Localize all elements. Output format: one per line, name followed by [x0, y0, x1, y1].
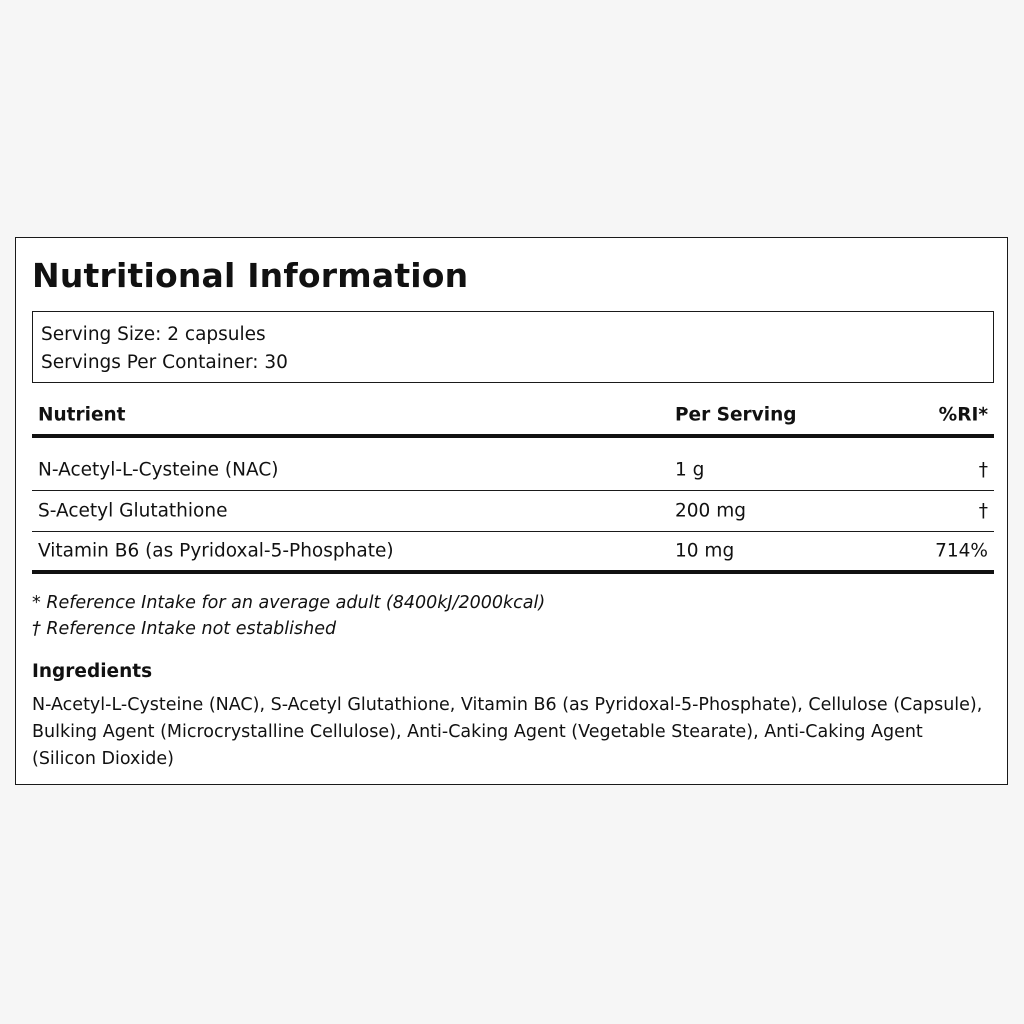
servings-per-container: Servings Per Container: 30 [41, 352, 288, 373]
nutrient-table [32, 398, 994, 574]
row-per-serving: 1 g [675, 459, 705, 481]
header-per-serving: Per Serving [675, 404, 797, 426]
footnotes [32, 590, 545, 642]
panel-title: Nutritional Information [32, 256, 469, 295]
not-established-footnote: † Reference Intake not established [32, 619, 337, 639]
header-spacer [32, 438, 994, 450]
row-per-serving: 10 mg [675, 540, 735, 562]
row-ri: 714% [935, 540, 988, 562]
ingredients-heading: Ingredients [32, 661, 153, 682]
table-header [32, 398, 994, 438]
row-per-serving: 200 mg [675, 500, 746, 522]
table-row [32, 532, 994, 574]
row-nutrient: N-Acetyl-L-Cysteine (NAC) [38, 459, 279, 481]
header-nutrient: Nutrient [38, 404, 126, 426]
row-ri: † [978, 500, 988, 522]
ri-footnote: * Reference Intake for an average adult (8400kJ/2000kcal) [32, 593, 546, 613]
row-nutrient: Vitamin B6 (as Pyridoxal-5-Phosphate) [38, 540, 394, 562]
serving-info-box [32, 311, 994, 383]
ingredients-list: N-Acetyl-L-Cysteine (NAC), S-Acetyl Glutathione, Vitamin B6 (as Pyridoxal-5-Phosphate), Cellulose (Capsule), Bulking Agent (Microcrystalline Cellulose), Anti-Caking Agent (Vegetable Stearate), Anti-Caking Agent (Silicon Dioxide) [32, 695, 983, 769]
nutrition-panel [15, 237, 1008, 785]
table-row [32, 450, 994, 491]
table-row [32, 491, 994, 532]
row-ri: † [978, 459, 988, 481]
row-nutrient: S-Acetyl Glutathione [38, 500, 228, 522]
serving-size: Serving Size: 2 capsules [41, 324, 266, 345]
header-ri: %RI* [938, 404, 988, 426]
